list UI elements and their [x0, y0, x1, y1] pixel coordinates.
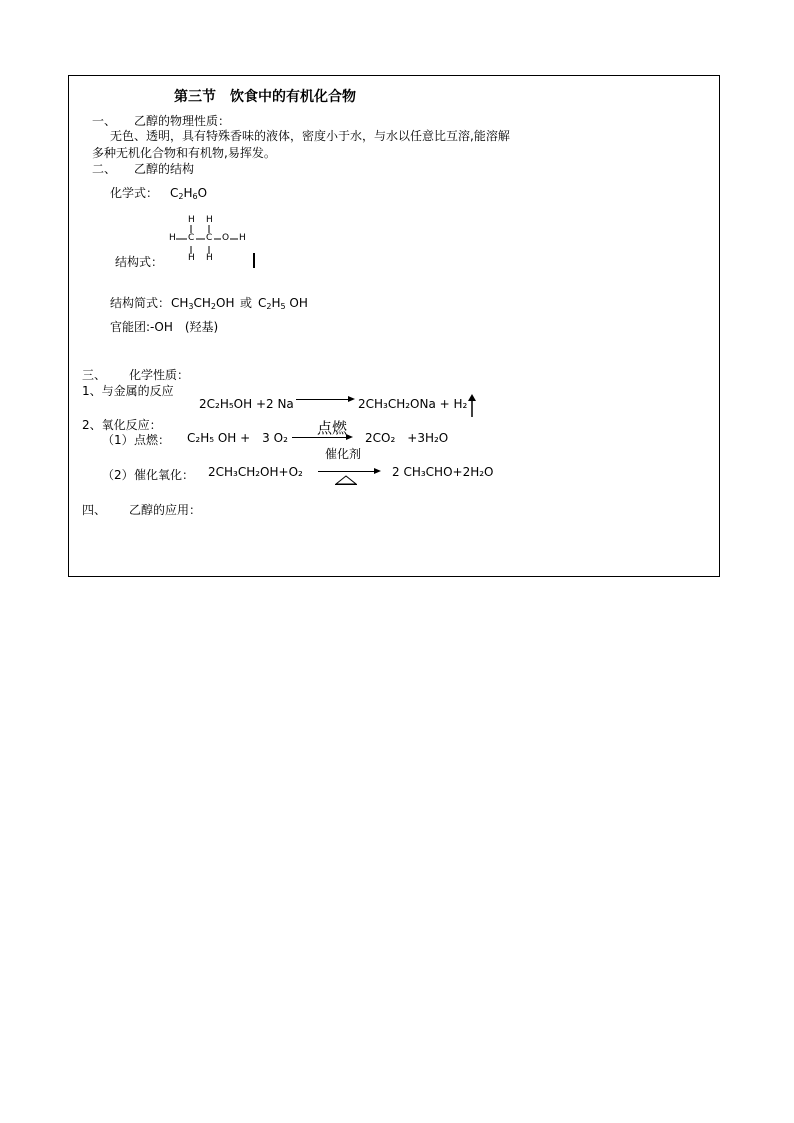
sec1-line2: 多种无机化合物和有机物,易挥发。	[92, 146, 276, 160]
formula-label: 化学式：	[110, 186, 159, 200]
reaction1-reactants: 2C₂H₅OH +2 Na	[199, 397, 294, 411]
or-text: 或	[240, 296, 253, 310]
sec3-heading: 化学性质：	[129, 368, 190, 382]
reaction1-products: 2CH₃CH₂ONa + H₂	[358, 397, 468, 411]
text-cursor	[253, 253, 255, 268]
arrow-head	[374, 468, 381, 474]
atom-h: H	[188, 215, 195, 225]
reaction2b-arrow	[318, 471, 374, 472]
chemical-formula: $C_2H_6O$	[170, 186, 208, 201]
reaction2a-products: 2CO₂ +3H₂O	[365, 431, 449, 445]
reaction2a-reactants: C₂H₅ OH + 3 O₂	[187, 431, 288, 445]
reaction2b-condition: 催化剂	[325, 447, 362, 461]
atom-c: C	[188, 233, 195, 243]
atom-h: H	[206, 253, 213, 263]
heat-triangle-icon	[335, 475, 357, 485]
reaction2a-label: 点燃：	[134, 433, 171, 447]
reaction2b-number: （2）	[102, 468, 134, 482]
gas-up-arrow-icon	[466, 393, 478, 419]
atom-h: H	[188, 253, 195, 263]
page-title: 第三节 饮食中的有机化合物	[174, 89, 356, 105]
reaction2b-reactants: 2CH₃CH₂OH+O₂	[208, 465, 303, 479]
reaction2a-arrow	[292, 437, 346, 438]
functional-group: 官能团:-OH (羟基)	[110, 320, 219, 334]
sec1-number: 一、	[92, 114, 117, 128]
atom-h: H	[239, 233, 246, 243]
reaction2a-condition: 点燃	[317, 419, 348, 437]
atom-h: H	[206, 215, 213, 225]
arrow-head	[346, 434, 353, 440]
bond-lines	[160, 210, 260, 270]
atom-c: C	[206, 233, 213, 243]
simple-formula-2: $C_2H_5$ OH	[258, 296, 308, 311]
sec1-line1: 无色、透明，具有特殊香味的液体，密度小于水，与水以任意比互溶,能溶解	[110, 129, 510, 143]
sec2-heading: 乙醇的结构	[134, 162, 195, 176]
simple-formula-1: $CH_3CH_2OH$	[171, 296, 235, 311]
sec2-number: 二、	[92, 162, 117, 176]
reaction1-label: 1、与金属的反应	[82, 384, 174, 398]
simple-formula-label: 结构简式：	[110, 296, 171, 310]
sec3-number: 三、	[82, 368, 107, 382]
atom-h: H	[169, 233, 176, 243]
reaction2-label: 2、氧化反应：	[82, 418, 162, 432]
sec4-heading: 乙醇的应用：	[129, 503, 202, 517]
reaction2a-number: （1）	[102, 433, 134, 447]
sec4-number: 四、	[82, 503, 107, 517]
atom-o: O	[222, 233, 230, 243]
structure-label: 结构式：	[115, 255, 164, 269]
reaction2b-label: 催化氧化：	[134, 468, 195, 482]
reaction2b-products: 2 CH₃CHO+2H₂O	[392, 465, 494, 479]
arrow-head	[348, 396, 355, 402]
reaction1-arrow	[296, 399, 348, 400]
sec1-heading: 乙醇的物理性质：	[134, 114, 231, 128]
